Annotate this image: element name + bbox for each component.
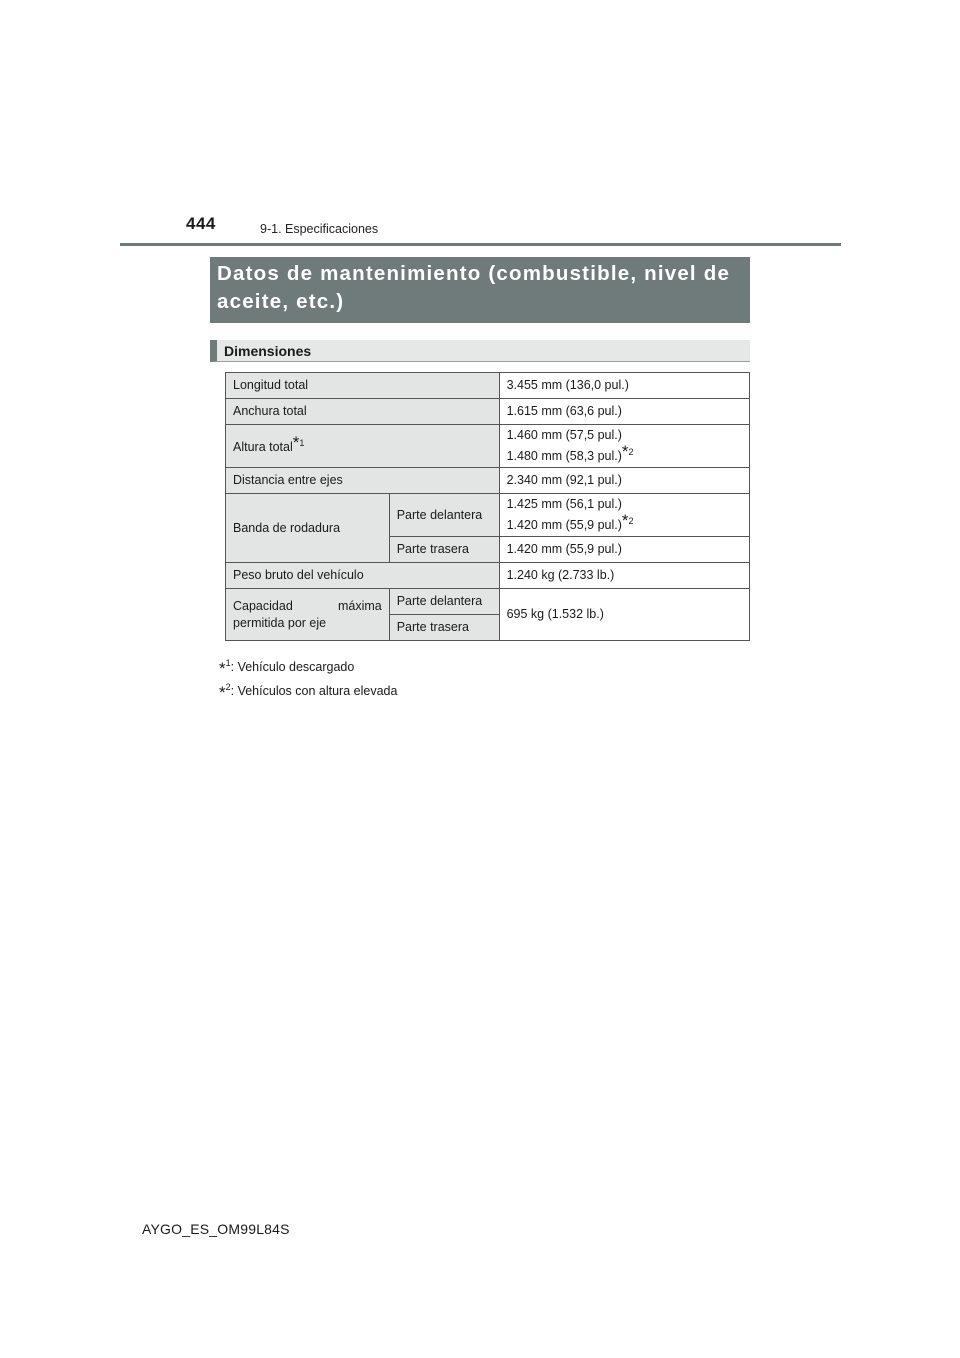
- table-row: [226, 494, 750, 537]
- table-row: [226, 589, 750, 615]
- row-value: 3.455 mm (136,0 pul.): [499, 373, 749, 399]
- row-label: [226, 589, 390, 641]
- asterisk-mark: *: [621, 510, 629, 530]
- table-row: [226, 563, 750, 589]
- row-label: Banda de rodadura: [226, 494, 390, 563]
- page-title: Datos de mantenimiento (combustible, nivel de aceite, etc.): [217, 262, 731, 313]
- row-label: [226, 425, 500, 468]
- footnote-ref: 2: [628, 515, 634, 526]
- altura-label-text: Altura total: [233, 440, 293, 455]
- row-value: 1.240 kg (2.733 lb.): [499, 563, 749, 589]
- header-divider: [120, 243, 841, 246]
- footnote-1: [219, 656, 354, 676]
- value-text: 1.420 mm (55,9 pul.): [506, 518, 622, 533]
- section-subtitle: Dimensiones: [224, 343, 312, 359]
- value-line: [506, 510, 742, 534]
- row-value: 1.615 mm (63,6 pul.): [499, 399, 749, 425]
- row-value: [499, 425, 749, 468]
- row-value: 1.420 mm (55,9 pul.): [499, 537, 749, 563]
- row-value: 695 kg (1.532 lb.): [499, 589, 749, 641]
- sub-label: Parte delantera: [389, 589, 499, 615]
- footnote-2: [219, 680, 397, 700]
- footnote-ref: 1: [299, 438, 305, 449]
- row-label: Longitud total: [226, 373, 500, 399]
- footnote-text: : Vehículo descargado: [230, 660, 355, 674]
- table-row: [226, 425, 750, 468]
- section-label: 9-1. Especificaciones: [260, 222, 379, 236]
- row-value: [499, 494, 749, 537]
- asterisk-mark: *: [621, 441, 629, 461]
- label-line: Capacidad máxima: [233, 598, 382, 613]
- sub-label: Parte trasera: [389, 537, 499, 563]
- value-line: 1.460 mm (57,5 pul.): [506, 427, 622, 442]
- asterisk-mark: *: [292, 433, 300, 453]
- value-line: [506, 441, 742, 465]
- asterisk-mark: *: [219, 683, 226, 702]
- sub-label: Parte trasera: [389, 615, 499, 641]
- table-row: [226, 468, 750, 494]
- row-label: Anchura total: [226, 399, 500, 425]
- title-banner: [210, 257, 750, 323]
- footnote-number: 1: [225, 657, 231, 668]
- footnote-number: 2: [225, 681, 231, 692]
- row-label: Peso bruto del vehículo: [226, 563, 500, 589]
- page-number: 444: [186, 214, 216, 233]
- label-line: permitida por eje: [233, 615, 327, 630]
- value-line: 1.425 mm (56,1 pul.): [506, 496, 622, 511]
- footnote-ref: 2: [628, 446, 634, 457]
- row-label: Distancia entre ejes: [226, 468, 500, 494]
- row-value: 2.340 mm (92,1 pul.): [499, 468, 749, 494]
- table-row: [226, 373, 750, 399]
- asterisk-mark: *: [219, 659, 226, 678]
- footnote-text: : Vehículos con altura elevada: [230, 684, 398, 698]
- table-row: [226, 399, 750, 425]
- document-code: AYGO_ES_OM99L84S: [142, 1221, 290, 1237]
- subtitle-banner: [210, 340, 750, 362]
- sub-label: Parte delantera: [389, 494, 499, 537]
- value-text: 1.480 mm (58,3 pul.): [506, 449, 622, 464]
- dimensions-table: [225, 372, 750, 641]
